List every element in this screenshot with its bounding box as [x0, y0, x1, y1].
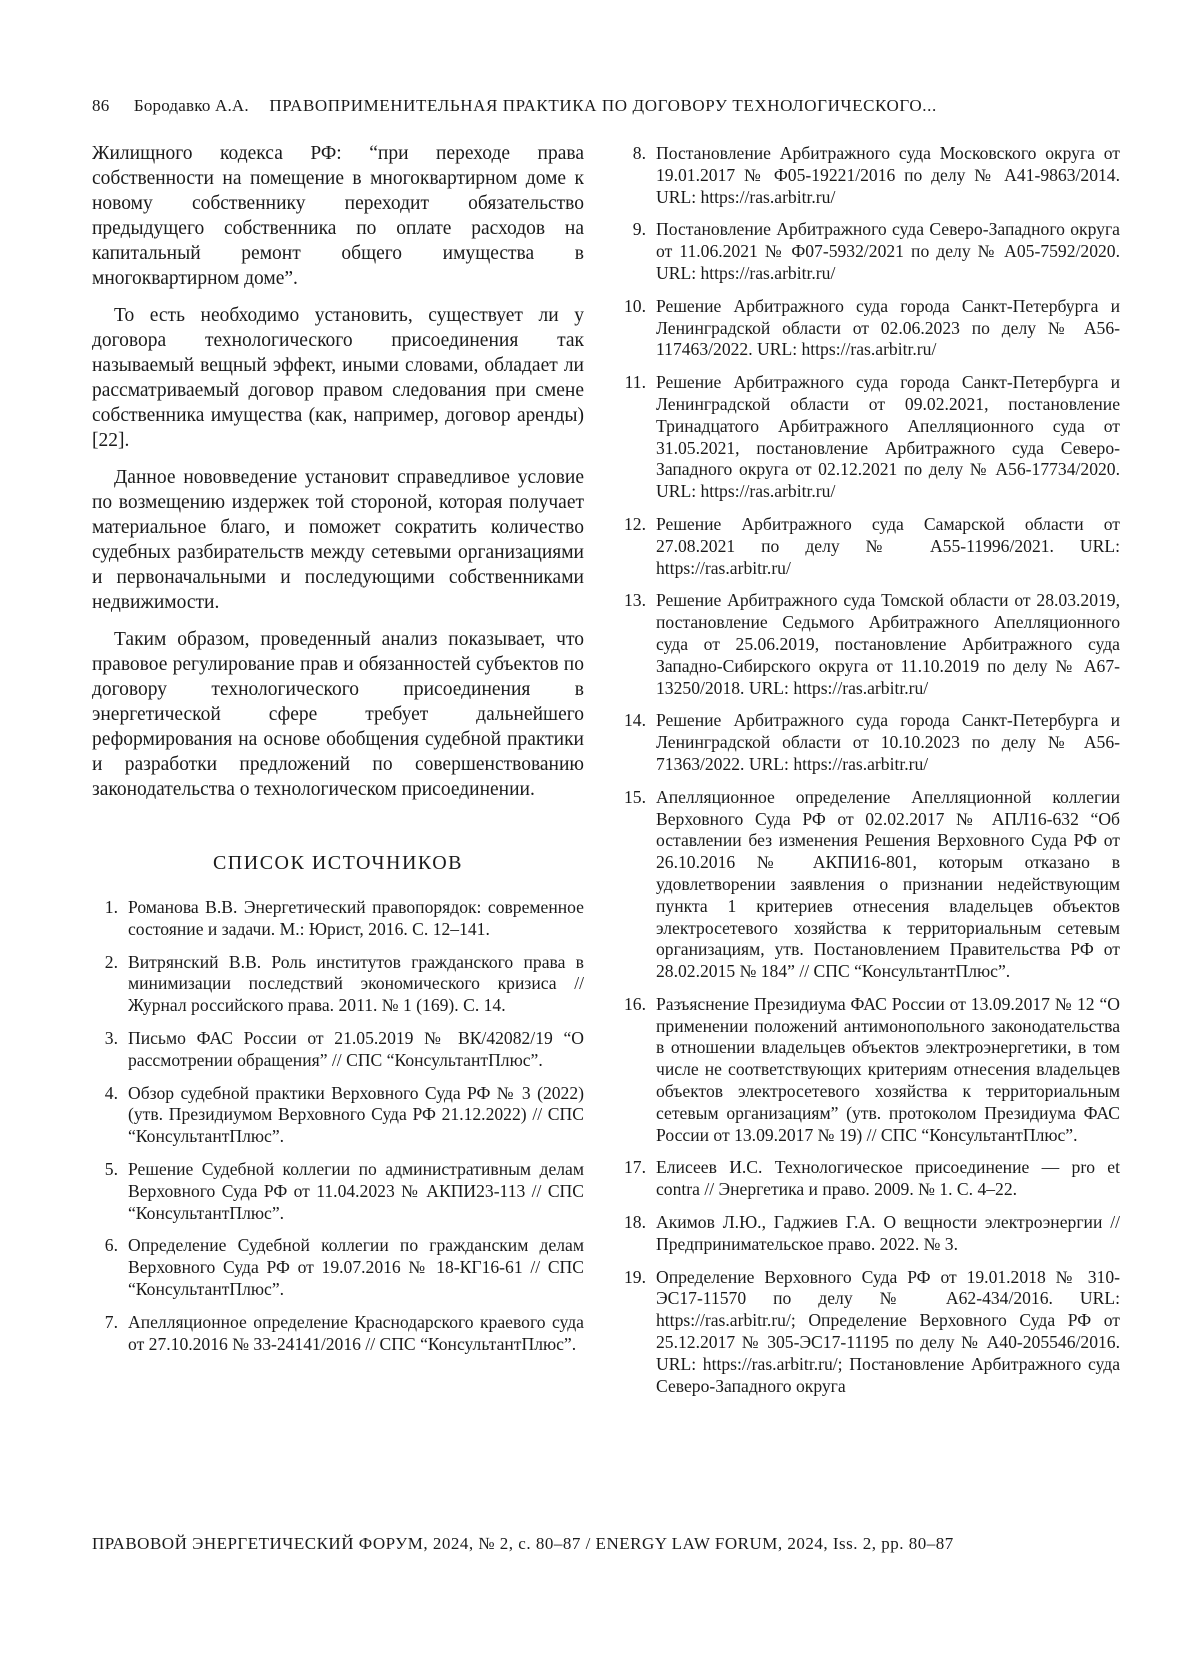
left-column	[92, 141, 584, 1366]
reference-number: 12.	[624, 513, 646, 534]
reference-text: Романова В.В. Энергетический правопорядок: современное состояние и задачи. М.: Юрист, 2016. С. 12–141.	[128, 897, 584, 939]
reference-number: 1.	[104, 897, 118, 917]
reference-item	[612, 994, 1120, 1147]
reference-text: Апелляционное определение Апелляционной коллегии Верховного Суда РФ от 02.02.2017 № АПЛ16-632 “Об оставлении без изменения Решения Верховного Суда РФ от 26.10.2016 № АКПИ16-801, которым отказано в удовлетворении заявления о признании недействующим пункта 1 критериев отнесения владельцев объектов электросетевого хозяйства к территориальным сетевым организациям, утв. Постановлением Правительства РФ от 28.02.2015 № 184” // СПС “КонсультантПлюс”.	[656, 786, 1120, 982]
reference-text: Постановление Арбитражного суда Московского округа от 19.01.2017 № Ф05-19221/2016 по делу № А41-9863/2014. URL: https://ras.arbitr.ru/	[656, 143, 1120, 207]
reference-item	[612, 787, 1120, 983]
reference-number: 6.	[104, 1235, 118, 1256]
reference-number: 19.	[624, 1266, 646, 1287]
reference-number: 7.	[104, 1311, 118, 1332]
running-author: Бородавко А.А.	[133, 96, 249, 115]
reference-number: 13.	[624, 590, 646, 611]
reference-text: Определение Судебной коллегии по гражданским делам Верховного Суда РФ от 19.07.2016 № 18-КГ16-61 // СПС “КонсультантПлюс”.	[128, 1235, 584, 1299]
reference-text: Решение Арбитражного суда города Санкт-Петербурга и Ленинградской области от 09.02.2021, постановление Тринадцатого Арбитражного Апелляционного суда от 31.05.2021, постановление Арбитражного суда Северо-Западного округа от 02.12.2021 по делу № А56-17734/2020. URL: https://ras.arbitr.ru/	[656, 372, 1120, 502]
reference-item	[92, 1312, 584, 1356]
reference-item	[612, 590, 1120, 699]
reference-item	[612, 1267, 1120, 1398]
reference-item	[612, 710, 1120, 775]
reference-number: 9.	[632, 219, 646, 240]
running-header	[92, 96, 1124, 116]
reference-item	[612, 372, 1120, 503]
reference-number: 8.	[632, 143, 646, 163]
reference-text: Решение Судебной коллегии по административным делам Верховного Суда РФ от 11.04.2023 № АКПИ23-113 // СПС “КонсультантПлюс”.	[128, 1158, 584, 1223]
reference-item	[612, 143, 1120, 208]
reference-item	[612, 1212, 1120, 1256]
journal-footer: ПРАВОВОЙ ЭНЕРГЕТИЧЕСКИЙ ФОРУМ, 2024, № 2, с. 80–87 / ENERGY LAW FORUM, 2024, Iss. 2, pp. 80–87	[92, 1534, 954, 1553]
running-title: ПРАВОПРИМЕНИТЕЛЬНАЯ ПРАКТИКА ПО ДОГОВОРУ ТЕХНОЛОГИЧЕСКОГО...	[269, 96, 937, 115]
body-paragraph: Таким образом, проведенный анализ показывает, что правовое регулирование прав и обязанностей субъектов по договору технологического присоединения в энергетической сфере требует дальнейшего реформирования на основе обобщения судебной практики и разработки предложений по совершенствованию законодательства о технологическом присоединении.	[92, 629, 584, 800]
reference-text: Постановление Арбитражного суда Северо-Западного округа от 11.06.2021 № Ф07-5932/2021 по делу № А05-7592/2020. URL: https://ras.arbitr.ru/	[656, 219, 1120, 283]
reference-item	[92, 1083, 584, 1148]
body-paragraph: То есть необходимо установить, существует ли у договора технологического присоединения так называемый вещный эффект, иными словами, обладает ли рассматриваемый договор правом следования при смене собственника имущества (как, например, договор аренды) [22].	[92, 305, 584, 451]
reference-item	[612, 219, 1120, 284]
reference-text: Витрянский В.В. Роль институтов гражданского права в минимизации последствий экономического кризиса // Журнал российского права. 2011. № 1 (169). С. 14.	[128, 951, 584, 1016]
reference-text: Акимов Л.Ю., Гаджиев Г.А. О вещности электроэнергии // Предпринимательское право. 2022. № 3.	[656, 1212, 1120, 1254]
reference-text: Решение Арбитражного суда города Санкт-Петербурга и Ленинградской области от 02.06.2023 по делу № А56-117463/2022. URL: https://ras.arbitr.ru/	[656, 295, 1120, 360]
reference-number: 2.	[104, 951, 118, 972]
reference-item	[612, 296, 1120, 361]
reference-list-right	[612, 143, 1120, 1397]
reference-number: 16.	[624, 993, 646, 1014]
reference-text: Решение Арбитражного суда города Санкт-Петербурга и Ленинградской области от 10.10.2023 по делу № А56-71363/2022. URL: https://ras.arbitr.ru/	[656, 710, 1120, 774]
reference-item	[92, 1235, 584, 1300]
body-paragraph: Данное нововведение установит справедливое условие по возмещению издержек той стороной, которая получает материальное благо, и поможет сократить количество судебных разбирательств между сетевыми организациями и первоначальными и последующими собственниками недвижимости.	[92, 467, 584, 613]
reference-text: Решение Арбитражного суда Самарской области от 27.08.2021 по делу № А55-11996/2021. URL: https://ras.arbitr.ru/	[656, 513, 1120, 578]
reference-item	[612, 514, 1120, 579]
right-column	[612, 143, 1120, 1408]
reference-item	[92, 1028, 584, 1072]
reference-text: Решение Арбитражного суда Томской области от 28.03.2019, постановление Седьмого Арбитражного Апелляционного суда от 25.06.2019, постановление Арбитражного суда Западно-Сибирского округа от 11.10.2019 по делу № А67-13250/2018. URL: https://ras.arbitr.ru/	[656, 590, 1120, 698]
reference-text: Апелляционное определение Краснодарского краевого суда от 27.10.2016 № 33-24141/2016 // СПС “КонсультантПлюс”.	[128, 1311, 584, 1354]
reference-item	[612, 1157, 1120, 1201]
reference-number: 10.	[624, 295, 646, 316]
reference-list-left	[92, 897, 584, 1355]
reference-number: 15.	[624, 786, 646, 807]
reference-item	[92, 952, 584, 1017]
reference-number: 5.	[104, 1158, 118, 1179]
reference-item	[92, 1159, 584, 1224]
reference-number: 4.	[104, 1082, 118, 1103]
reference-number: 11.	[624, 372, 646, 393]
reference-number: 3.	[104, 1027, 118, 1048]
bibliography-heading: СПИСОК ИСТОЧНИКОВ	[212, 852, 464, 874]
reference-text: Елисеев И.С. Технологическое присоединение — pro et contra // Энергетика и право. 2009. № 1. С. 4–22.	[656, 1157, 1120, 1200]
reference-number: 18.	[624, 1212, 646, 1233]
reference-text: Определение Верховного Суда РФ от 19.01.2018 № 310-ЭС17-11570 по делу № А62-434/2016. URL: https://ras.arbitr.ru/; Определение Верховного Суда РФ от 25.12.2017 № 305-ЭС17-11195 по делу № А40-205546/2016. URL: https://ras.arbitr.ru/; Постановление Арбитражного суда Северо-Западного округа	[656, 1266, 1120, 1396]
body-paragraph: Жилищного кодекса РФ: “при переходе права собственности на помещение в многоквартирном доме к новому собственнику переходит обязательство предыдущего собственника по оплате расходов на капитальный ремонт общего имущества в многоквартирном доме”.	[92, 143, 584, 289]
reference-text: Разъяснение Президиума ФАС России от 13.09.2017 № 12 “О применении положений антимонопольного законодательства в отношении владельцев объектов электроэнергетики, в том числе не соответствующих критериям отнесения владельцев объектов электросетевого хозяйства к территориальным сетевым организациям” (утв. протоколом Президиума ФАС России от 13.09.2017 № 19) // СПС “КонсультантПлюс”.	[656, 993, 1120, 1145]
reference-text: Обзор судебной практики Верховного Суда РФ № 3 (2022) (утв. Президиумом Верховного Суда РФ 21.12.2022) // СПС “КонсультантПлюс”.	[128, 1082, 584, 1147]
reference-number: 14.	[624, 710, 646, 731]
reference-text: Письмо ФАС России от 21.05.2019 № ВК/42082/19 “О рассмотрении обращения” // СПС “КонсультантПлюс”.	[128, 1027, 584, 1070]
reference-item	[92, 897, 584, 941]
page-number: 86	[92, 96, 110, 115]
reference-number: 17.	[624, 1157, 646, 1178]
